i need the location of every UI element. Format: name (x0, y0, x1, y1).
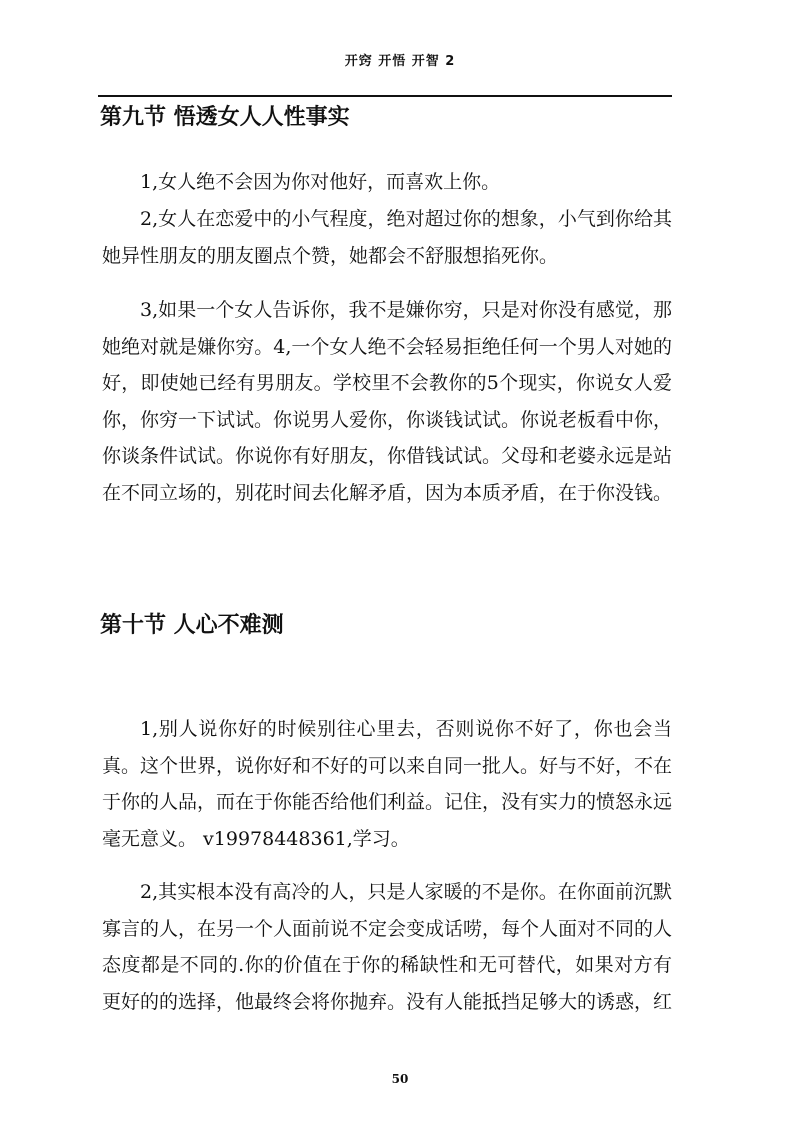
section-10-paragraph-1: 1,别人说你好的时候别往心里去，否则说你不好了，你也会当真。这个世界，说你好和不好的可以来自同一批人。好与不好，不在于你的人品，而在于你能否给他们利益。记住，没有实力的愤怒永远毫无意义。 v19978448361,学习。 (102, 718, 673, 850)
section-10-paragraph-2: 2,其实根本没有高冷的人，只是人家暖的不是你。在你面前沉默寡言的人，在另一个人面前说不定会变成话唠，每个人面对不同的人态度都是不同的.你的价值在于你的稀缺性和无可替代，如果对方有更好的的选择，他最终会将你抛弃。没有人能抵挡足够大的诱惑，红 (102, 881, 673, 1013)
section-9-paragraph-3: 3,如果一个女人告诉你，我不是嫌你穷，只是对你没有感觉，那她绝对就是嫌你穷。4,一个女人绝不会轻易拒绝任何一个男人对她的好，即使她已经有男朋友。学校里不会教你的5个现实，你说女人爱你，你穷一下试试。你说男人爱你，你谈钱试试。你说老板看中你，你谈条件试试。你说你有好朋友，你借钱试试。父母和老婆永远是站在不同立场的，别花时间去化解矛盾，因为本质矛盾，在于你没钱。 (102, 299, 673, 504)
page-number: 50 (391, 1072, 409, 1086)
section-9-paragraph-2: 2,女人在恋爱中的小气程度，绝对超过你的想象，小气到你给其她异性朋友的朋友圈点个赞，她都会不舒服想掐死你。 (102, 208, 672, 267)
running-header: 开窍 开悟 开智 2 (344, 54, 456, 69)
section-10-title: 第十节 人心不难测 (100, 613, 284, 638)
section-9-title: 第九节 悟透女人人性事实 (100, 105, 350, 130)
section-9-paragraph-1: 1,女人绝不会因为你对他好，而喜欢上你。 (140, 171, 501, 193)
header-rule (98, 95, 672, 97)
